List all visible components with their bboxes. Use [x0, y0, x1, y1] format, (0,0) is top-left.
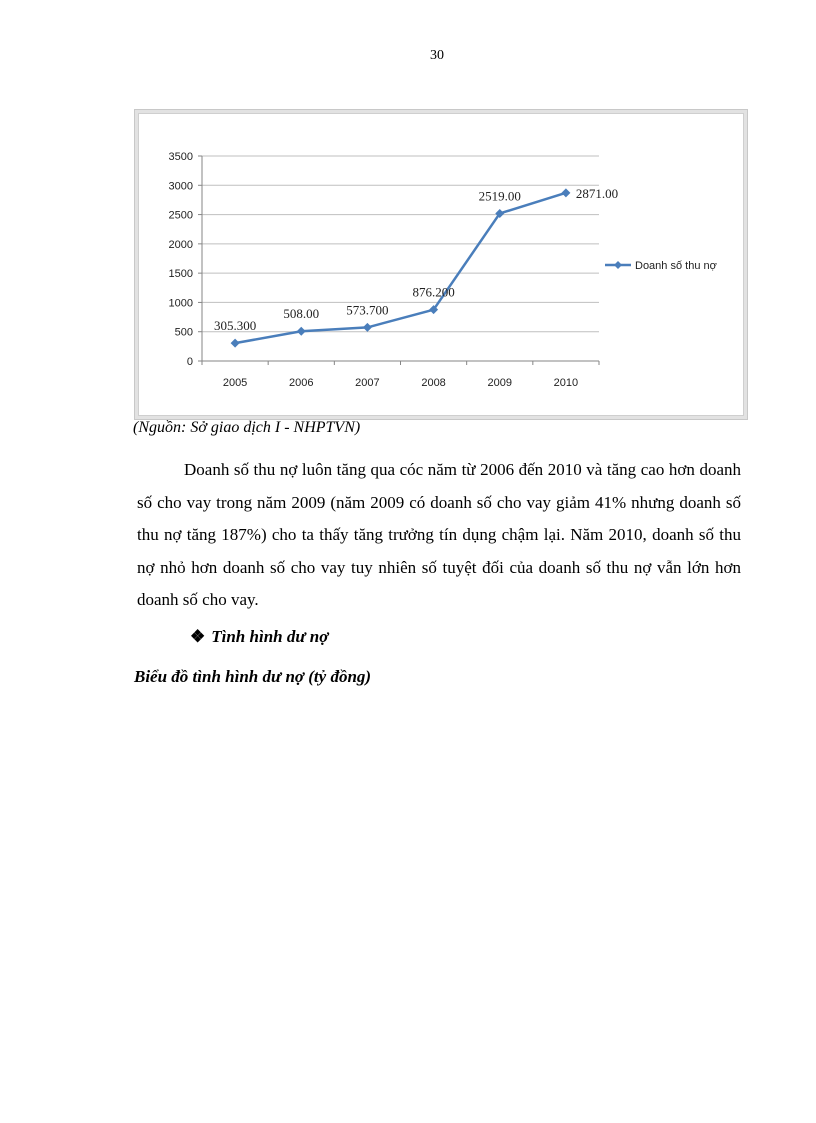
chart-caption: Biểu đồ tình hình dư nợ (tỷ đồng) — [134, 667, 372, 686]
diamond-bullet-icon: ❖ — [190, 627, 206, 646]
data-point-marker — [297, 327, 306, 336]
x-tick-label: 2006 — [289, 377, 314, 389]
x-tick-label: 2010 — [553, 377, 579, 389]
source-note: (Nguồn: Sở giao dịch I - NHPTVN) — [133, 419, 361, 436]
y-tick-label: 1500 — [168, 268, 193, 281]
legend-label: Doanh số thu nợ — [635, 260, 717, 272]
x-tick-label: 2008 — [421, 377, 446, 389]
y-tick-label: 0 — [186, 356, 193, 368]
y-tick-label: 2500 — [168, 209, 193, 222]
legend — [605, 260, 717, 272]
data-label: 508.00 — [283, 306, 320, 322]
y-tick-label: 2000 — [168, 238, 193, 251]
chart-frame — [138, 113, 744, 416]
data-point-marker — [363, 323, 372, 332]
y-tick-label: 3000 — [168, 180, 193, 193]
line-chart — [139, 114, 743, 415]
y-tick-label: 3500 — [168, 151, 193, 163]
x-tick-label: 2009 — [487, 377, 512, 389]
data-label-layer — [214, 186, 618, 333]
x-tick-label: 2007 — [355, 377, 380, 389]
data-point-marker — [231, 339, 240, 348]
page-number: 30 — [430, 48, 444, 63]
y-tick-label: 1000 — [168, 297, 193, 310]
data-point-marker — [561, 188, 570, 197]
data-label: 876.200 — [412, 284, 455, 300]
data-label: 2871.00 — [575, 185, 619, 201]
data-label: 305.300 — [213, 318, 257, 334]
marker-layer — [231, 188, 571, 347]
section-heading — [190, 627, 328, 647]
legend-marker — [614, 261, 622, 269]
data-label: 573.700 — [346, 302, 389, 318]
body-paragraph — [137, 454, 741, 617]
axis-layer — [169, 151, 599, 389]
data-label: 2519.00 — [478, 188, 521, 204]
grid-layer — [202, 156, 599, 332]
x-tick-label: 2005 — [222, 377, 248, 389]
body-paragraph-text: Doanh số thu nợ luôn tăng qua cóc năm từ 2006 đến 2010 và tăng cao hơn doanh số cho vay trong năm 2009 (năm 2009 có doanh số cho vay giảm 41% nhưng doanh số thu nợ tăng 187%) cho ta thấy tăng trưởng tín dụng chậm lại. Năm 2010, doanh số thu nợ nhỏ hơn doanh số cho vay tuy nhiên số tuyệt đối của doanh số thu nợ vẫn lớn hơn doanh số cho vay. — [137, 460, 741, 609]
y-tick-label: 500 — [174, 326, 193, 339]
section-heading-text: Tình hình dư nợ — [211, 627, 329, 646]
